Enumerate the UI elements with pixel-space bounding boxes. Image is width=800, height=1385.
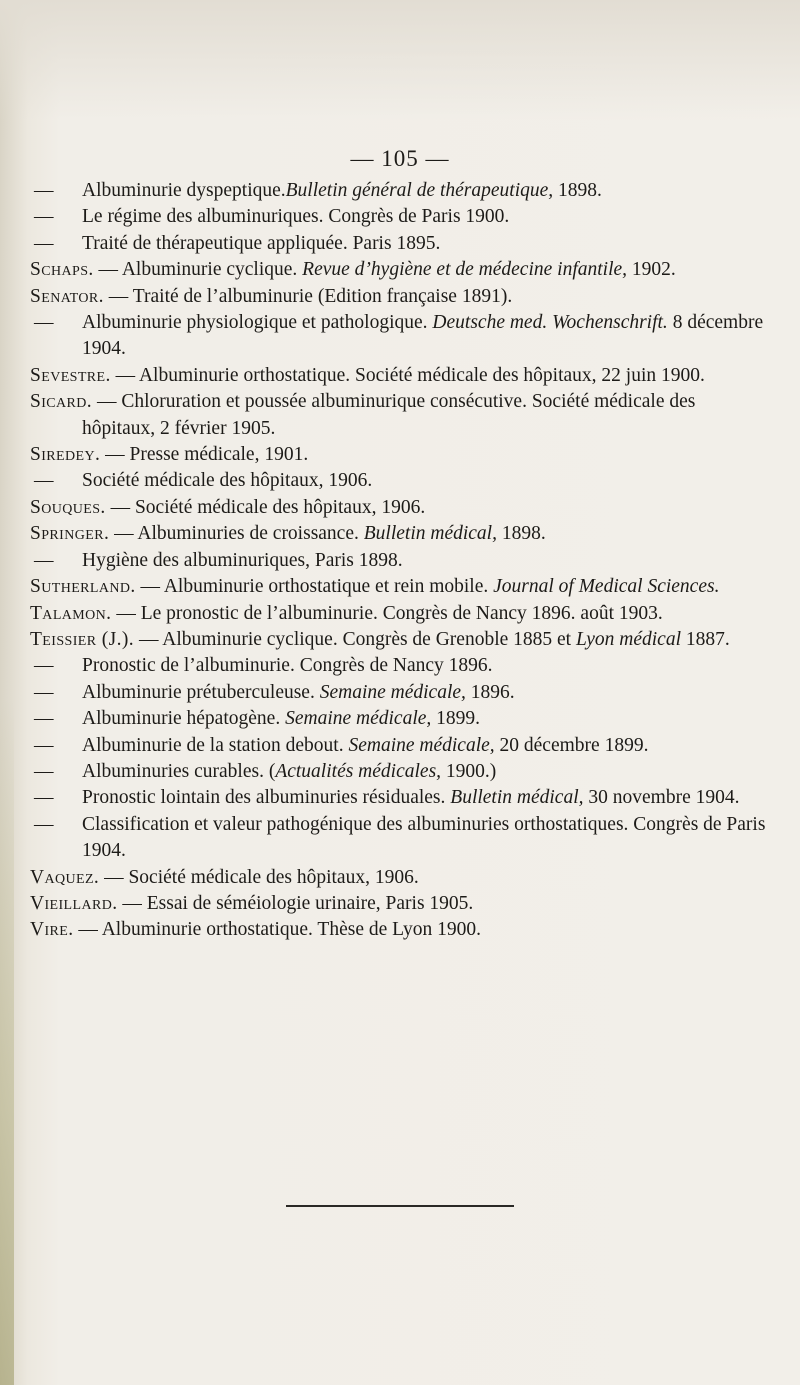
entry-text: 1899. (431, 708, 481, 730)
entry-text: Hygiène des albuminuriques, Paris 1898. (82, 549, 403, 571)
bibliography-entry (30, 759, 770, 785)
closing-rule (286, 1205, 514, 1207)
entry-text: Albuminurie dyspeptique. (82, 180, 286, 201)
bibliography-entry (30, 495, 770, 521)
bibliography-entry (30, 257, 770, 283)
entry-text: Pronostic de l’albuminurie. Congrès de Nancy 1896. (82, 655, 493, 677)
bibliography-entry (30, 284, 770, 310)
entry-text: — Albuminurie orthostatique. Société médicale des hôpitaux, 22 juin 1900. (115, 364, 705, 386)
entry-text: 8 décembre 1904. (82, 312, 764, 360)
bibliography-entry (30, 917, 770, 943)
entry-text: 1898. (553, 180, 602, 201)
entry-title-italic: Deutsche med. Wochenschrift. (432, 312, 668, 334)
entry-dash: — (34, 708, 54, 730)
bibliography-entry (30, 627, 770, 653)
bibliography-entry (30, 442, 770, 468)
bibliography-entry (30, 363, 770, 389)
entry-text: — Presse médicale, 1901. (105, 444, 309, 466)
entry-text: 1900.) (441, 760, 497, 782)
bibliography-entry (30, 653, 770, 679)
entry-author: Souques. (30, 496, 106, 518)
entry-text: Albuminurie hépatogène. (82, 708, 286, 730)
entry-text: 1887. (681, 628, 730, 650)
entry-text: — Albuminurie orthostatique et rein mobile. (140, 576, 494, 598)
entry-text: Albuminurie physiologique et pathologique. (82, 312, 433, 334)
entry-text: — Albuminurie orthostatique. Thèse de Lyon 1900. (78, 919, 481, 941)
entry-title-italic: Journal of Medical Sciences. (493, 576, 720, 598)
entry-author: Sevestre. (30, 364, 111, 386)
entry-text: 1902. (627, 259, 676, 281)
bibliography-entry (30, 231, 770, 257)
entry-text: — Albuminurie cyclique. (98, 259, 303, 281)
entry-title-italic: Semaine médicale, (319, 681, 466, 703)
page-shading (0, 0, 800, 120)
entry-text: — Essai de séméiologie urinaire, Paris 1905. (122, 892, 474, 914)
entry-text: Traité de thérapeutique appliquée. Paris 1895. (82, 232, 441, 254)
entry-title-italic: Actualités médicales, (275, 760, 442, 782)
entry-title-italic: Bulletin médical, (450, 787, 584, 809)
bibliography-entry (30, 468, 770, 494)
entry-dash: — (34, 787, 54, 809)
entry-text: — Traité de l’albuminurie (Edition française 1891). (108, 285, 513, 307)
entry-text: Albuminurie prétuberculeuse. (82, 681, 320, 703)
entry-author: Vieillard. (30, 892, 118, 914)
entry-dash: — (34, 312, 54, 334)
bibliography-entry (30, 548, 770, 574)
entry-author: Sicard. (30, 391, 93, 413)
entry-text: — Société médicale des hôpitaux, 1906. (104, 866, 419, 888)
entry-text: — Chloruration et poussée albuminurique consécutive. Société médicale des hôpitaux, 2 février 1905. (82, 391, 696, 439)
entry-dash: — (34, 549, 54, 571)
page-edge-stain (0, 700, 14, 1385)
entry-author: Senator. (30, 285, 104, 307)
bibliography-entry (30, 178, 770, 204)
entry-text: Albuminuries curables. ( (82, 760, 276, 782)
entry-author: Vire. (30, 919, 74, 941)
entry-dash: — (34, 470, 54, 492)
bibliography-entry (30, 574, 770, 600)
entry-text: — Société médicale des hôpitaux, 1906. (110, 496, 426, 518)
entry-author: Siredey. (30, 444, 101, 466)
entry-title-italic: Semaine médicale, (348, 734, 495, 756)
bibliography-entry (30, 733, 770, 759)
entry-title-italic: Revue d’hygiène et de médecine infantile, (302, 259, 628, 281)
entry-text: — Albuminurie cyclique. Congrès de Grenoble 1885 et (138, 628, 576, 650)
bibliography-entry (30, 706, 770, 732)
entry-title-italic: Bulletin général de thérapeutique, (285, 180, 554, 201)
bibliography-entry (30, 865, 770, 891)
entry-dash: — (34, 760, 54, 782)
bibliography-entry (30, 812, 770, 865)
entry-dash: — (34, 232, 54, 254)
bibliography-entry (30, 680, 770, 706)
entry-text: 1896. (465, 681, 515, 703)
entry-text: Société médicale des hôpitaux, 1906. (82, 470, 373, 492)
bibliography-entry (30, 891, 770, 917)
entry-author: Teissier (J.). (30, 628, 135, 650)
entry-title-italic: Bulletin médical, (363, 523, 497, 545)
entry-dash: — (34, 734, 54, 756)
entry-text: — Albuminuries de croissance. (114, 523, 364, 545)
entry-author: Springer. (30, 523, 110, 545)
entry-text: 1898. (496, 523, 546, 545)
bibliography-entry (30, 601, 770, 627)
entry-author: Schaps. (30, 259, 94, 281)
entry-text: Le régime des albuminuriques. Congrès de Paris 1900. (82, 206, 510, 228)
entry-author: Vaquez. (30, 866, 100, 888)
bibliography-entry (30, 204, 770, 230)
entry-text: Pronostic lointain des albuminuries résiduales. (82, 787, 451, 809)
entry-text: Albuminurie de la station debout. (82, 734, 349, 756)
entry-title-italic: Lyon médical (575, 628, 681, 650)
entry-author: Sutherland. (30, 576, 136, 598)
bibliography-list (30, 178, 770, 944)
entry-text: 20 décembre 1899. (494, 734, 649, 756)
entry-dash: — (34, 681, 54, 703)
bibliography-entry (30, 785, 770, 811)
entry-text: Classification et valeur pathogénique des albuminuries orthostatiques. Congrès de Paris 1904. (82, 813, 766, 862)
entry-text: 30 novembre 1904. (583, 787, 740, 809)
page-number: — 105 — (350, 146, 450, 171)
entry-text: — Le pronostic de l’albuminurie. Congrès de Nancy 1896. août 1903. (116, 602, 663, 624)
entry-dash: — (34, 813, 54, 835)
bibliography-entry (30, 521, 770, 547)
entry-dash: — (34, 655, 54, 677)
bibliography-entry (30, 389, 770, 442)
entry-dash: — (34, 206, 54, 228)
entry-title-italic: Semaine médicale, (285, 708, 432, 730)
bibliography-entry (30, 310, 770, 363)
entry-author: Talamon. (30, 602, 112, 624)
entry-dash: — (34, 180, 54, 201)
